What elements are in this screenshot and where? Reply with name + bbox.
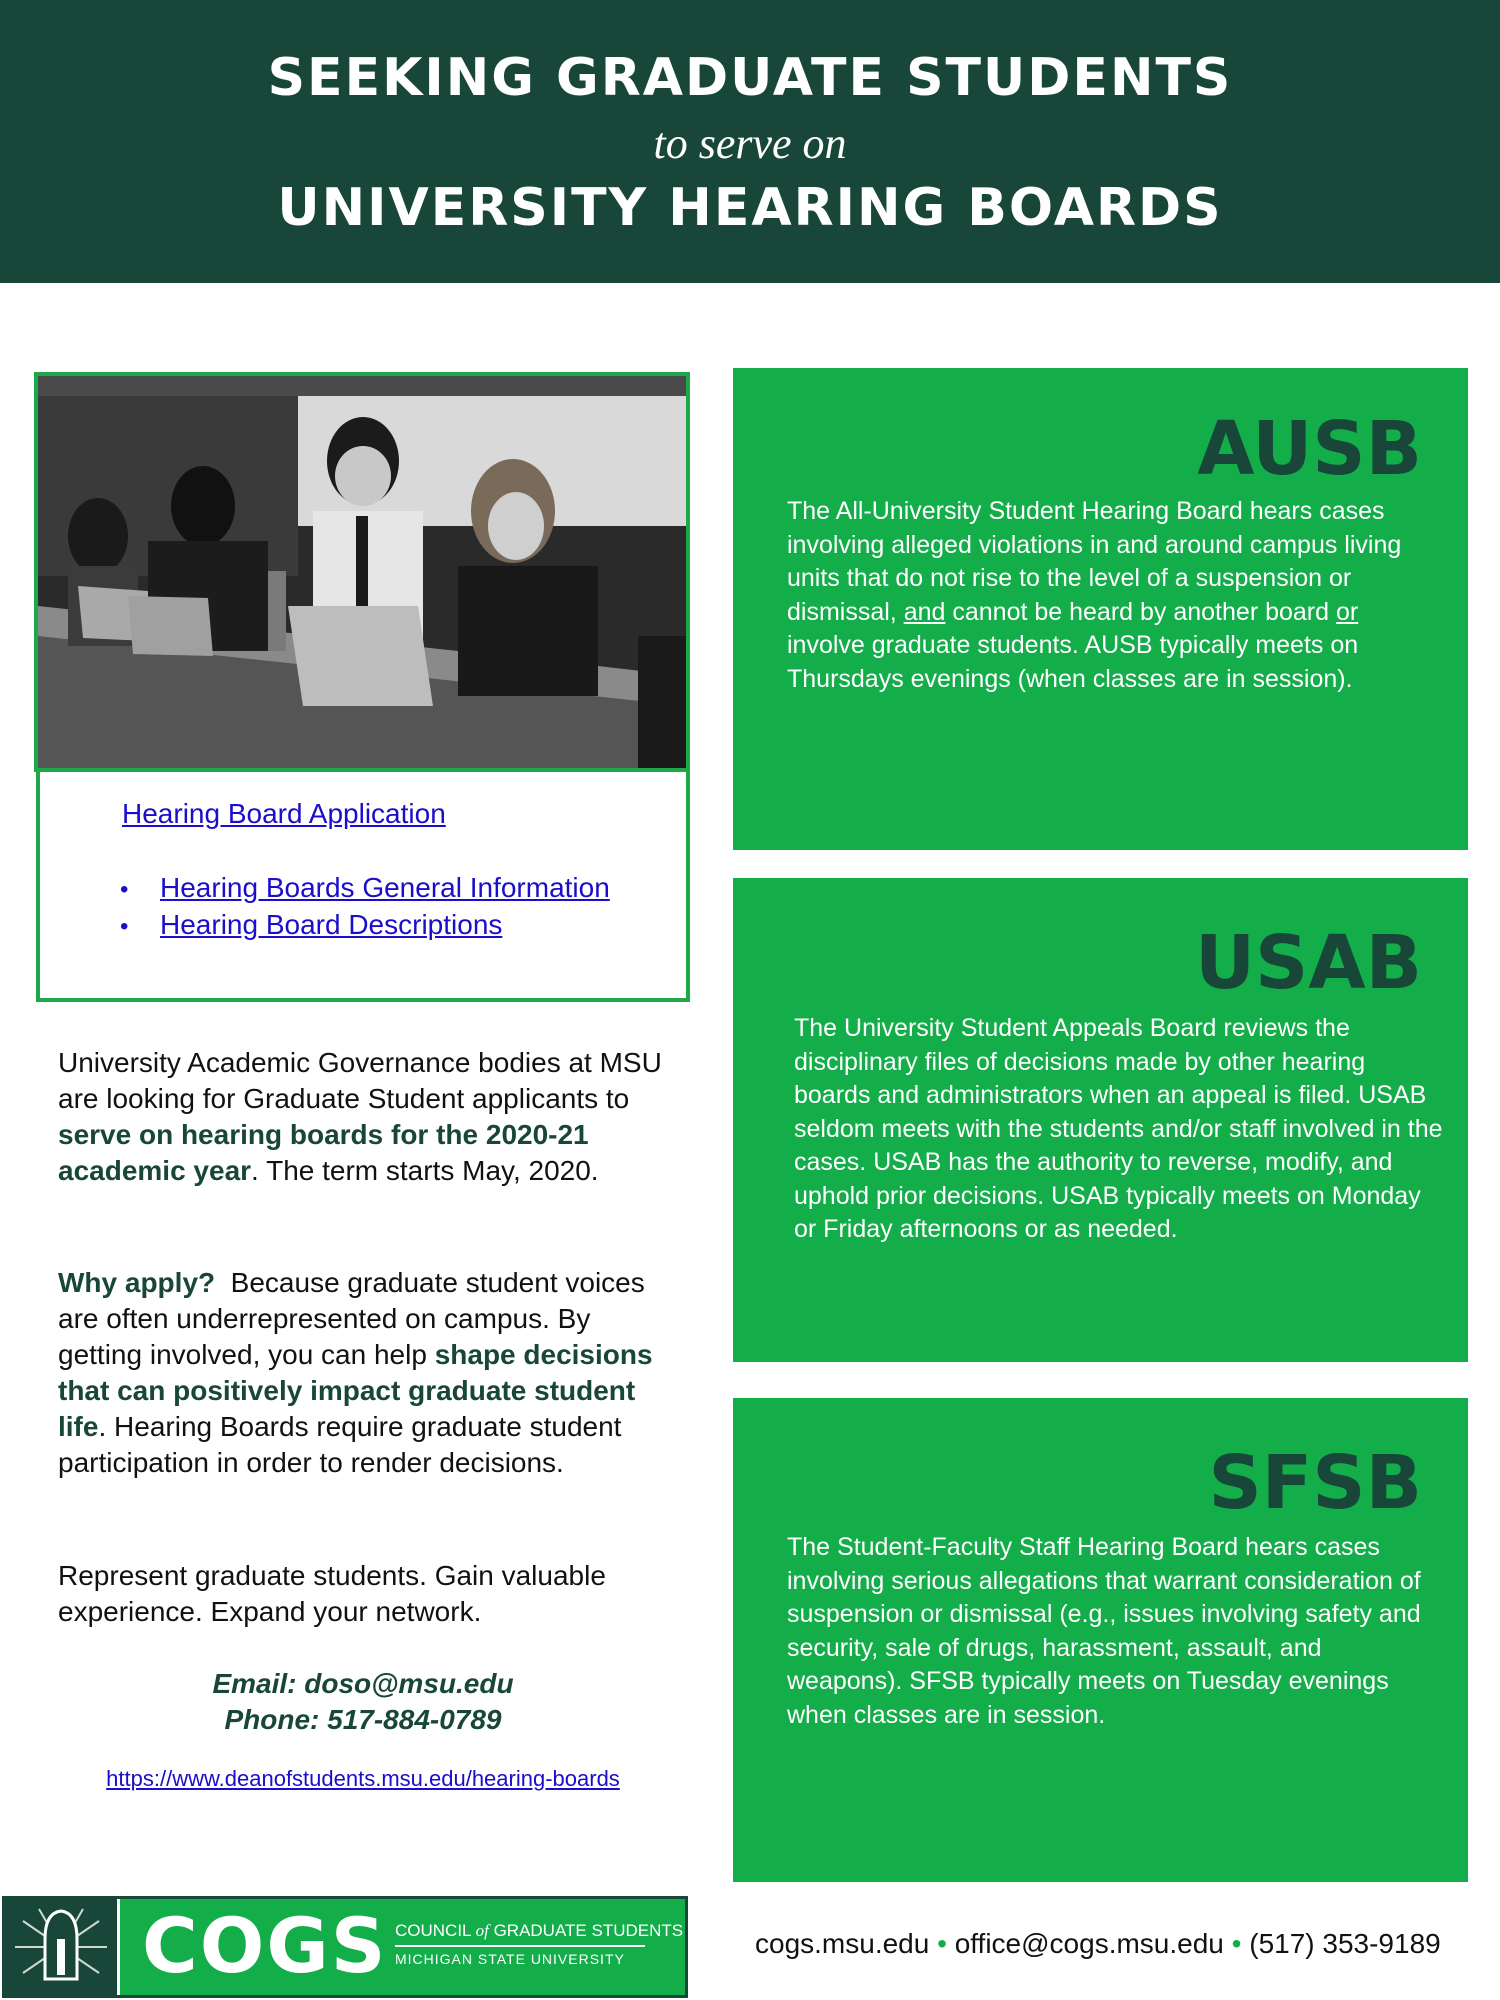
ausb-panel [733,368,1468,850]
cogs-wordmark: COGS [142,1901,388,1990]
header-banner [0,0,1500,283]
sfsb-title: SFSB [1208,1440,1422,1526]
ausb-underline-or: or [1335,597,1359,626]
ausb-text-2: cannot be heard by another board [945,597,1336,626]
links-panel [36,772,690,1002]
intro-emphasis: serve on hearing boards for the 2020-21 academic year [58,1119,589,1186]
hearing-board-application-link[interactable]: Hearing Board Application [122,798,446,829]
intro-text-end: . The term starts May, 2020. [251,1155,599,1186]
cogs-wordmark-band [120,1899,685,1995]
usab-title: USAB [1194,920,1422,1006]
footer-site-link[interactable]: cogs.msu.edu [755,1928,930,1959]
ausb-text: The All-University Student Hearing Board hears cases involving alleged violations in and around campus living units that do not rise to the level of a suspension or dismissal, [787,497,1402,626]
bullet-icon: • [120,913,129,940]
ausb-title: AUSB [1197,406,1422,492]
cogs-line1: COUNCIL of GRADUATE STUDENTS [395,1921,684,1940]
cogs-line2: MICHIGAN STATE UNIVERSITY [395,1951,625,1967]
logo-divider [395,1945,645,1947]
spartan-helmet-icon [5,1899,117,1995]
ausb-underline-and: and [903,597,946,626]
intro-text: University Academic Governance bodies at MSU are looking for Graduate Student applicants to [58,1047,662,1114]
header-title-line1: SEEKING GRADUATE STUDENTS [267,48,1233,108]
general-information-link[interactable]: Hearing Boards General Information [160,872,610,903]
contact-phone: Phone: 517-884-0789 [224,1704,502,1735]
hearing-board-photo [34,372,690,772]
separator-dot: • [937,1928,947,1959]
ausb-text-3: involve graduate students. AUSB typically meets on Thursdays evenings (when classes are in session). [787,631,1359,693]
cogs-logo [2,1896,688,1998]
intro-paragraph [58,1045,678,1189]
why-apply-paragraph [58,1265,678,1481]
represent-paragraph: Represent graduate students. Gain valuable experience. Expand your network. [58,1560,606,1627]
sfsb-panel [733,1398,1468,1882]
why-apply-heading: Why apply? [58,1267,216,1298]
board-descriptions-link[interactable]: Hearing Board Descriptions [160,909,503,940]
msu-spartan-emblem [5,1899,117,1995]
footer-contact-line [755,1928,1441,1960]
header-title-line3: UNIVERSITY HEARING BOARDS [277,178,1223,238]
why-apply-text-end: . Hearing Boards require graduate student participation in order to render decisions. [58,1411,622,1478]
footer-phone: (517) 353-9189 [1249,1928,1441,1959]
footer-email-link[interactable]: office@cogs.msu.edu [954,1928,1224,1959]
contact-email: Email: doso@msu.edu [212,1668,514,1699]
why-apply-emphasis: shape decisions that can positively impact graduate student life [58,1339,653,1442]
usab-description: The University Student Appeals Board reviews the disciplinary files of decisions made by other hearing boards and administrators when an appeal is filed. USAB seldom meets with the students and/or staff involved in the cases. USAB has the authority to reverse, modify, and uphold prior decisions. USAB typically meets on Monday or Friday afternoons or as needed. [794,1014,1443,1243]
separator-dot: • [1231,1928,1242,1959]
ausb-description [787,495,1437,696]
sfsb-description: The Student-Faculty Staff Hearing Board hears cases involving serious allegations that warrant consideration of suspension or dismissal (e.g., issues involving safety and security, sale of drugs, harassment, assault, and weapons). SFSB typically meets on Tuesday evenings when classes are in session. [787,1533,1421,1729]
usab-panel [733,878,1468,1362]
photo-illustration [38,376,686,768]
header-title-line2: to serve on [653,119,847,168]
bullet-icon: • [120,876,129,903]
why-apply-text: Because graduate student voices are often underrepresented on campus. By getting involved, you can help [58,1267,653,1370]
dean-of-students-url-link[interactable]: https://www.deanofstudents.msu.edu/hearing-boards [106,1766,620,1791]
